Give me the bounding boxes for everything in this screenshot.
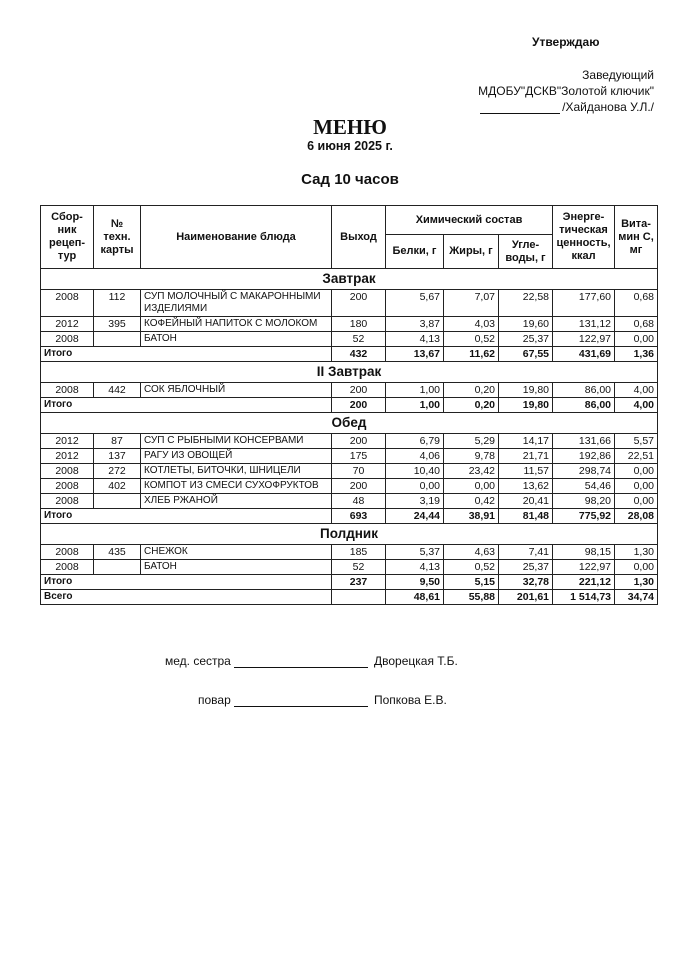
- table-row: [41, 545, 658, 560]
- table-cell: 177,60: [553, 290, 615, 317]
- table-row: [41, 332, 658, 347]
- cook-signature-line: [234, 693, 368, 707]
- total-cell: 0,20: [444, 398, 499, 413]
- header-energy: Энерге-тическая ценность, ккал: [553, 206, 615, 269]
- total-cell: 432: [332, 347, 386, 362]
- table-cell: 1,00: [386, 383, 444, 398]
- table-cell: 13,62: [499, 479, 553, 494]
- table-cell: 0,00: [615, 560, 658, 575]
- table-cell: 0,00: [615, 479, 658, 494]
- table-cell: 185: [332, 545, 386, 560]
- table-cell: 131,12: [553, 317, 615, 332]
- table-cell: 87: [94, 434, 141, 449]
- table-cell: 2012: [41, 449, 94, 464]
- table-cell: 0,20: [444, 383, 499, 398]
- table-cell: 5,67: [386, 290, 444, 317]
- header-protein: Белки, г: [386, 235, 444, 269]
- grand-total-row: [41, 590, 658, 605]
- table-cell: 2012: [41, 434, 94, 449]
- table-cell: 25,37: [499, 560, 553, 575]
- total-cell: 28,08: [615, 509, 658, 524]
- table-cell: СУП МОЛОЧНЫЙ С МАКАРОННЫМИ ИЗДЕЛИЯМИ: [141, 290, 332, 317]
- header-output: Выход: [332, 206, 386, 269]
- nurse-signature-line: [234, 654, 368, 668]
- total-label: Итого: [41, 575, 332, 590]
- menu-date: 6 июня 2025 г.: [307, 139, 393, 153]
- section-title: Полдник: [41, 524, 658, 545]
- grand-total-cell: 48,61: [386, 590, 444, 605]
- total-cell: 1,30: [615, 575, 658, 590]
- table-cell: 5,37: [386, 545, 444, 560]
- table-cell: 442: [94, 383, 141, 398]
- table-cell: 122,97: [553, 560, 615, 575]
- table-cell: 2008: [41, 383, 94, 398]
- table-cell: 98,20: [553, 494, 615, 509]
- total-cell: 4,00: [615, 398, 658, 413]
- table-cell: СОК ЯБЛОЧНЫЙ: [141, 383, 332, 398]
- table-cell: 4,00: [615, 383, 658, 398]
- table-cell: 1,30: [615, 545, 658, 560]
- table-row: [41, 464, 658, 479]
- total-cell: 221,12: [553, 575, 615, 590]
- table-cell: 0,00: [386, 479, 444, 494]
- table-cell: 0,00: [444, 479, 499, 494]
- table-cell: 200: [332, 383, 386, 398]
- header-chem: Химический состав: [386, 206, 553, 235]
- table-cell: 112: [94, 290, 141, 317]
- table-cell: ХЛЕБ РЖАНОЙ: [141, 494, 332, 509]
- table-cell: 52: [332, 560, 386, 575]
- table-row: [41, 290, 658, 317]
- table-cell: 395: [94, 317, 141, 332]
- section-title: II Завтрак: [41, 362, 658, 383]
- total-row: [41, 398, 658, 413]
- table-cell: 22,51: [615, 449, 658, 464]
- table-cell: 4,06: [386, 449, 444, 464]
- table-row: [41, 494, 658, 509]
- total-cell: 237: [332, 575, 386, 590]
- approval-signature: [480, 100, 654, 114]
- table-cell: 4,63: [444, 545, 499, 560]
- total-cell: 5,15: [444, 575, 499, 590]
- table-cell: 0,00: [615, 464, 658, 479]
- menu-subtitle: Сад 10 часов: [301, 171, 399, 188]
- table-cell: 3,19: [386, 494, 444, 509]
- grand-total-label: Всего: [41, 590, 332, 605]
- table-cell: 0,00: [615, 494, 658, 509]
- table-cell: СНЕЖОК: [141, 545, 332, 560]
- table-cell: 48: [332, 494, 386, 509]
- table-cell: 200: [332, 434, 386, 449]
- table-cell: 2008: [41, 545, 94, 560]
- approval-signature-name: /Хайданова У.Л./: [562, 100, 654, 114]
- table-cell: 2008: [41, 332, 94, 347]
- table-cell: 192,86: [553, 449, 615, 464]
- table-cell: 10,40: [386, 464, 444, 479]
- table-cell: РАГУ ИЗ ОВОЩЕЙ: [141, 449, 332, 464]
- table-cell: 0,68: [615, 317, 658, 332]
- table-cell: 54,46: [553, 479, 615, 494]
- table-cell: 402: [94, 479, 141, 494]
- table-cell: 11,57: [499, 464, 553, 479]
- header-dish: Наименование блюда: [141, 206, 332, 269]
- total-cell: 1,00: [386, 398, 444, 413]
- table-cell: 298,74: [553, 464, 615, 479]
- page-title: МЕНЮ: [313, 115, 387, 139]
- table-cell: 200: [332, 479, 386, 494]
- header-collection: Сбор-ник рецеп-тур: [41, 206, 94, 269]
- grand-total-cell: [332, 590, 386, 605]
- table-cell: 5,57: [615, 434, 658, 449]
- total-cell: 81,48: [499, 509, 553, 524]
- table-cell: КОФЕЙНЫЙ НАПИТОК С МОЛОКОМ: [141, 317, 332, 332]
- table-cell: [94, 332, 141, 347]
- total-label: Итого: [41, 398, 332, 413]
- section-row: [41, 524, 658, 545]
- table-cell: 2008: [41, 479, 94, 494]
- header-card: № техн. карты: [94, 206, 141, 269]
- table-row: [41, 560, 658, 575]
- total-cell: 1,36: [615, 347, 658, 362]
- grand-total-cell: 201,61: [499, 590, 553, 605]
- grand-total-cell: 55,88: [444, 590, 499, 605]
- nurse-label: мед. сестра: [165, 654, 231, 668]
- total-cell: 775,92: [553, 509, 615, 524]
- table-cell: 25,37: [499, 332, 553, 347]
- table-cell: 7,07: [444, 290, 499, 317]
- table-cell: 2012: [41, 317, 94, 332]
- section-row: [41, 362, 658, 383]
- table-cell: 200: [332, 290, 386, 317]
- table-row: [41, 383, 658, 398]
- table-row: [41, 317, 658, 332]
- total-row: [41, 575, 658, 590]
- total-cell: 9,50: [386, 575, 444, 590]
- approval-org: МДОБУ"ДСКВ"Золотой ключик": [478, 84, 654, 98]
- table-cell: 7,41: [499, 545, 553, 560]
- table-cell: 2008: [41, 494, 94, 509]
- table-cell: 0,52: [444, 560, 499, 575]
- signature-blank: [480, 102, 560, 114]
- table-cell: 9,78: [444, 449, 499, 464]
- table-cell: 4,03: [444, 317, 499, 332]
- table-cell: 175: [332, 449, 386, 464]
- section-row: [41, 269, 658, 290]
- total-cell: 11,62: [444, 347, 499, 362]
- total-label: Итого: [41, 347, 332, 362]
- header-carbs: Угле-воды, г: [499, 235, 553, 269]
- table-cell: СУП С РЫБНЫМИ КОНСЕРВАМИ: [141, 434, 332, 449]
- total-row: [41, 509, 658, 524]
- table-cell: 131,66: [553, 434, 615, 449]
- table-cell: БАТОН: [141, 332, 332, 347]
- grand-total-cell: 34,74: [615, 590, 658, 605]
- table-cell: 14,17: [499, 434, 553, 449]
- table-cell: 23,42: [444, 464, 499, 479]
- table-cell: 19,60: [499, 317, 553, 332]
- total-cell: 32,78: [499, 575, 553, 590]
- section-row: [41, 413, 658, 434]
- section-title: Обед: [41, 413, 658, 434]
- table-cell: 0,52: [444, 332, 499, 347]
- header-fat: Жиры, г: [444, 235, 499, 269]
- total-cell: 24,44: [386, 509, 444, 524]
- total-cell: 200: [332, 398, 386, 413]
- table-cell: 2008: [41, 290, 94, 317]
- table-cell: 122,97: [553, 332, 615, 347]
- table-cell: 272: [94, 464, 141, 479]
- total-cell: 38,91: [444, 509, 499, 524]
- total-label: Итого: [41, 509, 332, 524]
- table-row: [41, 434, 658, 449]
- table-cell: 0,00: [615, 332, 658, 347]
- table-cell: 2008: [41, 464, 94, 479]
- table-cell: 5,29: [444, 434, 499, 449]
- table-cell: 21,71: [499, 449, 553, 464]
- menu-table: [40, 205, 658, 605]
- table-cell: 180: [332, 317, 386, 332]
- table-cell: 4,13: [386, 560, 444, 575]
- table-cell: 19,80: [499, 383, 553, 398]
- table-cell: 435: [94, 545, 141, 560]
- cook-label: повар: [198, 693, 231, 707]
- total-cell: 19,80: [499, 398, 553, 413]
- approval-title: Утверждаю: [532, 35, 600, 49]
- cook-name: Попкова Е.В.: [374, 693, 447, 707]
- total-cell: 67,55: [499, 347, 553, 362]
- total-cell: 431,69: [553, 347, 615, 362]
- table-row: [41, 479, 658, 494]
- table-cell: 98,15: [553, 545, 615, 560]
- table-cell: КОТЛЕТЫ, БИТОЧКИ, ШНИЦЕЛИ: [141, 464, 332, 479]
- table-row: [41, 449, 658, 464]
- total-cell: 693: [332, 509, 386, 524]
- table-cell: 86,00: [553, 383, 615, 398]
- section-title: Завтрак: [41, 269, 658, 290]
- table-cell: [94, 494, 141, 509]
- grand-total-cell: 1 514,73: [553, 590, 615, 605]
- table-cell: КОМПОТ ИЗ СМЕСИ СУХОФРУКТОВ: [141, 479, 332, 494]
- nurse-name: Дворецкая Т.Б.: [374, 654, 458, 668]
- approval-role: Заведующий: [582, 68, 654, 82]
- table-cell: 3,87: [386, 317, 444, 332]
- table-cell: 0,42: [444, 494, 499, 509]
- table-cell: 6,79: [386, 434, 444, 449]
- total-row: [41, 347, 658, 362]
- table-cell: 22,58: [499, 290, 553, 317]
- table-cell: [94, 560, 141, 575]
- table-cell: 4,13: [386, 332, 444, 347]
- table-cell: 0,68: [615, 290, 658, 317]
- header-vitamin: Вита-мин С, мг: [615, 206, 658, 269]
- table-cell: 52: [332, 332, 386, 347]
- table-cell: 70: [332, 464, 386, 479]
- table-cell: БАТОН: [141, 560, 332, 575]
- table-cell: 137: [94, 449, 141, 464]
- total-cell: 13,67: [386, 347, 444, 362]
- table-cell: 2008: [41, 560, 94, 575]
- total-cell: 86,00: [553, 398, 615, 413]
- table-cell: 20,41: [499, 494, 553, 509]
